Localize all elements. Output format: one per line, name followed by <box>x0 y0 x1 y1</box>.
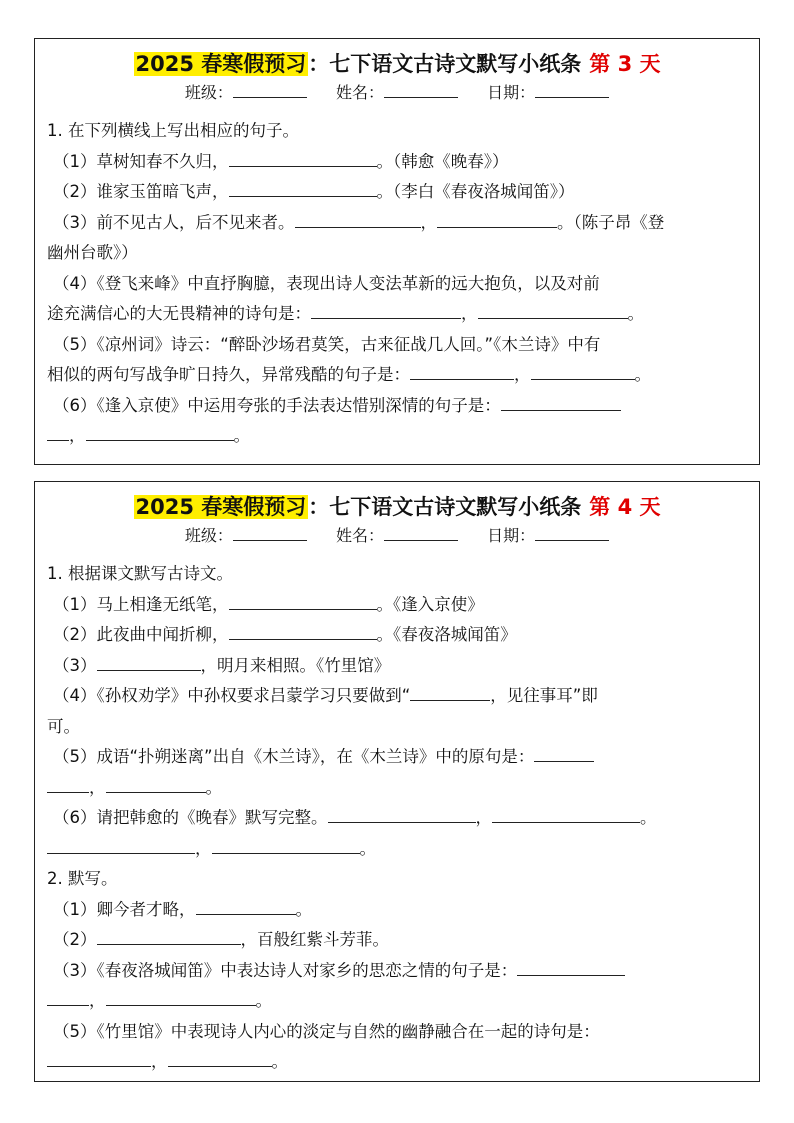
question-line <box>47 421 747 452</box>
title-highlight: 2025 春寒假预习 <box>135 495 307 519</box>
date-blank[interactable] <box>535 525 609 541</box>
question-line <box>47 208 747 239</box>
prompt-text: （5）成语“扑朔迷离”出自《木兰诗》，在《木兰诗》中的原句是： <box>53 747 535 766</box>
date-label: 日期： <box>487 83 536 102</box>
answer-blank[interactable] <box>410 362 514 380</box>
question-line: （5）《竹里馆》中表现诗人内心的淡定与自然的幽静融合在一起的诗句是： <box>53 1021 600 1041</box>
question-line: 幽州台歌》） <box>47 243 138 262</box>
prompt-text: （2）谁家玉笛暗飞声， <box>53 182 229 201</box>
question-line <box>47 681 747 712</box>
question-line: 可。 <box>47 716 80 736</box>
period: 。 <box>359 838 376 858</box>
comma: ， <box>514 365 531 384</box>
prompt-text: 途充满信心的大无畏精神的诗句是： <box>47 304 311 323</box>
source-text: 。《春夜洛城闻笛》 <box>376 625 517 644</box>
question-title: 1. 根据课文默写古诗文。 <box>47 564 233 583</box>
name-field <box>336 526 458 545</box>
question-title: 1. 在下列横线上写出相应的句子。 <box>47 121 299 140</box>
prompt-text: （3）前不见古人，后不见来者。 <box>53 212 295 232</box>
answer-blank[interactable] <box>47 988 89 1006</box>
comma: ， <box>89 991 106 1010</box>
answer-blank[interactable] <box>410 683 490 701</box>
answer-blank[interactable] <box>47 836 195 854</box>
class-label: 班级： <box>184 83 233 102</box>
name-blank[interactable] <box>384 82 458 98</box>
period: 。 <box>634 365 651 384</box>
period: 。 <box>627 304 644 323</box>
title-separator: ： <box>308 52 330 76</box>
answer-blank[interactable] <box>47 423 69 441</box>
prompt-text: 相似的两句写战争旷日持久，异常残酷的句子是： <box>47 365 410 384</box>
period: 。 <box>205 777 222 797</box>
question-line <box>47 773 747 804</box>
name-field <box>336 83 458 102</box>
period: 。 <box>295 899 312 919</box>
question-line <box>47 895 747 926</box>
period: 。 <box>271 1052 288 1071</box>
question-body <box>35 549 759 1078</box>
period: 。 <box>640 808 657 827</box>
question-line <box>47 956 747 987</box>
worksheet-title <box>35 492 759 522</box>
period: 。 <box>255 991 272 1010</box>
answer-blank[interactable] <box>97 927 241 945</box>
answer-blank[interactable] <box>106 988 256 1006</box>
prompt-text: ，见往事耳”即 <box>490 686 598 705</box>
answer-blank[interactable] <box>437 210 557 228</box>
date-field <box>487 526 609 545</box>
answer-blank[interactable] <box>229 149 377 167</box>
date-field <box>487 83 609 102</box>
name-blank[interactable] <box>384 525 458 541</box>
question-line <box>47 803 747 834</box>
comma: ， <box>195 838 212 858</box>
class-label: 班级： <box>184 526 233 545</box>
prompt-text: （1）草树知春不久归， <box>53 151 229 171</box>
date-blank[interactable] <box>535 82 609 98</box>
question-line <box>47 620 747 651</box>
answer-blank[interactable] <box>47 1049 151 1067</box>
answer-blank[interactable] <box>86 423 234 441</box>
comma: ， <box>69 426 86 445</box>
answer-blank[interactable] <box>168 1049 272 1067</box>
class-blank[interactable] <box>233 525 307 541</box>
comma: ， <box>475 808 492 827</box>
question-line <box>47 925 747 956</box>
question-line <box>47 299 747 330</box>
question-line <box>47 590 747 621</box>
answer-blank[interactable] <box>531 362 635 380</box>
answer-blank[interactable] <box>196 897 296 915</box>
answer-blank[interactable] <box>501 393 621 411</box>
question-line <box>47 1047 747 1078</box>
question-line <box>47 147 747 178</box>
answer-blank[interactable] <box>311 301 461 319</box>
day-label: 第 4 天 <box>589 495 661 519</box>
answer-blank[interactable] <box>229 592 377 610</box>
question-line: （5）《凉州词》诗云：“醉卧沙场君莫笑，古来征战几人回。”《木兰诗》中有 <box>53 334 601 354</box>
answer-blank[interactable] <box>229 622 377 640</box>
prompt-text: （1）卿今者才略， <box>53 899 196 919</box>
name-label: 姓名： <box>335 526 384 545</box>
info-row <box>35 523 759 549</box>
comma: ， <box>151 1052 168 1071</box>
class-blank[interactable] <box>233 82 307 98</box>
answer-blank[interactable] <box>517 958 625 976</box>
title-main: 七下语文古诗文默写小纸条 <box>329 52 582 76</box>
answer-blank[interactable] <box>478 301 628 319</box>
comma: ， <box>420 212 437 232</box>
answer-blank[interactable] <box>212 836 360 854</box>
source-text: 。（李白《春夜洛城闻笛》） <box>376 182 575 201</box>
comma: ， <box>89 777 106 797</box>
prompt-text: （4）《孙权劝学》中孙权要求吕蒙学习只要做到“ <box>53 686 411 705</box>
class-field <box>185 526 307 545</box>
source-text: 。《逢入京使》 <box>376 594 484 614</box>
answer-blank[interactable] <box>47 775 89 793</box>
period: 。 <box>233 426 250 445</box>
source-text: 。（韩愈《晚春》） <box>376 151 509 171</box>
question-line <box>47 177 747 208</box>
answer-blank[interactable] <box>97 653 201 671</box>
question-body <box>35 106 759 452</box>
comma: ， <box>461 304 478 323</box>
title-highlight: 2025 春寒假预习 <box>135 52 307 76</box>
prompt-text: （3） <box>53 655 97 675</box>
answer-blank[interactable] <box>534 744 594 762</box>
class-field <box>185 83 307 102</box>
prompt-text: （3）《春夜洛城闻笛》中表达诗人对家乡的思恋之情的句子是： <box>53 960 518 980</box>
question-line <box>47 742 747 773</box>
answer-blank[interactable] <box>229 179 377 197</box>
question-title: 2. 默写。 <box>47 869 118 888</box>
worksheet-title <box>35 49 759 79</box>
prompt-text: （1）马上相逢无纸笔， <box>53 594 229 614</box>
prompt-text: （6）《逢入京使》中运用夸张的手法表达惜别深情的句子是： <box>53 395 501 415</box>
title-separator: ： <box>308 495 330 519</box>
question-line <box>47 391 747 422</box>
prompt-text: （2）此夜曲中闻折柳， <box>53 625 229 644</box>
question-line: （4）《登飞来峰》中直抒胸臆，表现出诗人变法革新的远大抱负，以及对前 <box>53 273 600 293</box>
worksheet-day-3 <box>34 38 760 465</box>
question-line <box>47 360 747 391</box>
day-label: 第 3 天 <box>589 52 661 76</box>
prompt-text: （6）请把韩愈的《晚春》默写完整。 <box>53 808 328 827</box>
question-line <box>47 834 747 865</box>
answer-blank[interactable] <box>492 805 640 823</box>
source-text: 。（陈子昂《登 <box>557 212 665 232</box>
prompt-text: ，百般红紫斗芳菲。 <box>240 930 389 949</box>
prompt-text: （2） <box>53 930 97 949</box>
date-label: 日期： <box>487 526 536 545</box>
name-label: 姓名： <box>335 83 384 102</box>
info-row <box>35 80 759 106</box>
answer-blank[interactable] <box>106 775 206 793</box>
answer-blank[interactable] <box>328 805 476 823</box>
source-text: ，明月来相照。《竹里馆》 <box>200 655 391 675</box>
worksheet-day-4 <box>34 481 760 1082</box>
question-line <box>47 651 747 682</box>
answer-blank[interactable] <box>295 210 421 228</box>
question-line <box>47 986 747 1017</box>
title-main: 七下语文古诗文默写小纸条 <box>329 495 582 519</box>
